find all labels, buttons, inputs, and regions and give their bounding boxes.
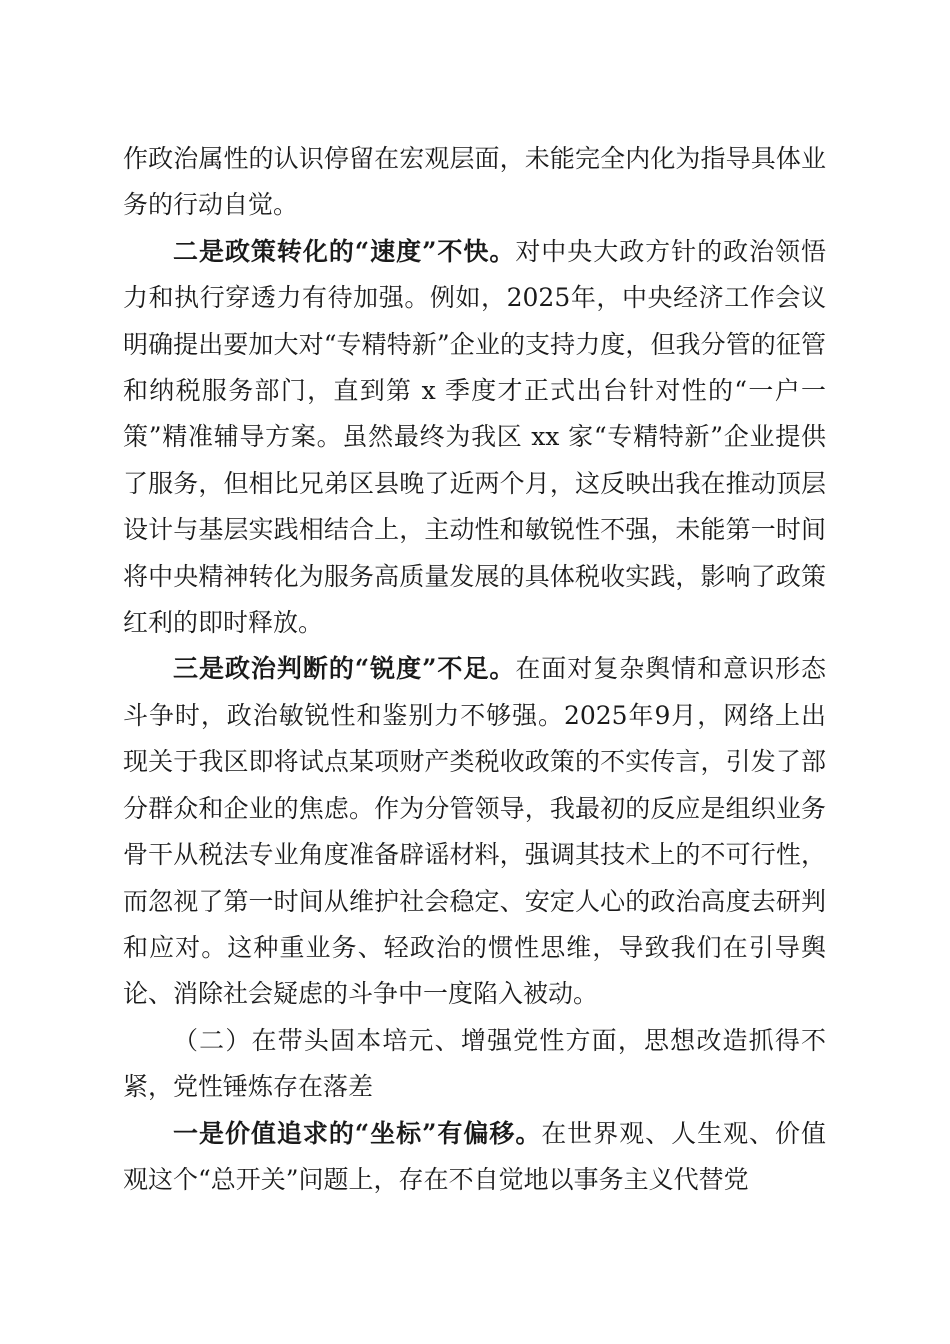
paragraph-policy-conversion [123, 229, 826, 647]
paragraph-text: 对中央大政方针的政治领悟力和执行穿透力有待加强。例如，2025年，中央经济工作会议明确提出要加大对“专精特新”企业的支持力度，但我分管的征管和纳税服务部门，直到第 x 季度才正式出台针对性的“一户一策”精准辅导方案。虽然最终为我区 xx 家“专精特新”企业提供了服务，但相比兄弟区县晚了近两个月，这反映出我在推动顶层设计与基层实践相结合上，主动性和敏锐性不强，未能第一时间将中央精神转化为服务高质量发展的具体税收实践，影响了政策红利的即时释放。 [123, 236, 826, 638]
body-text [123, 136, 826, 1203]
section-heading-text: （二）在带头固本培元、增强党性方面，思想改造抓得不紧，党性锤炼存在落差 [123, 1025, 826, 1102]
paragraph-value-pursuit [123, 1111, 826, 1204]
paragraph-lead: 一是价值追求的“坐标”有偏移。 [173, 1118, 542, 1148]
paragraph-political-judgment [123, 646, 826, 1017]
paragraph-continuation [123, 136, 826, 229]
paragraph-text: 在面对复杂舆情和意识形态斗争时，政治敏锐性和鉴别力不够强。2025年9月，网络上出现关于我区即将试点某项财产类税收政策的不实传言，引发了部分群众和企业的焦虑。作为分管领导，我最初的反应是组织业务骨干从税法专业角度准备辟谣材料，强调其技术上的不可行性，而忽视了第一时间从维护社会稳定、安定人心的政治高度去研判和应对。这种重业务、轻政治的惯性思维，导致我们在引导舆论、消除社会疑虑的斗争中一度陷入被动。 [123, 654, 826, 1009]
section-heading [123, 1018, 826, 1111]
paragraph-text: 作政治属性的认识停留在宏观层面，未能完全内化为指导具体业务的行动自觉。 [123, 144, 826, 220]
paragraph-text: 在世界观、人生观、价值观这个“总开关”问题上，存在不自觉地以事务主义代替党 [123, 1118, 826, 1194]
paragraph-lead: 三是政治判断的“锐度”不足。 [173, 654, 516, 684]
paragraph-lead: 二是政策转化的“速度”不快。 [173, 236, 516, 266]
